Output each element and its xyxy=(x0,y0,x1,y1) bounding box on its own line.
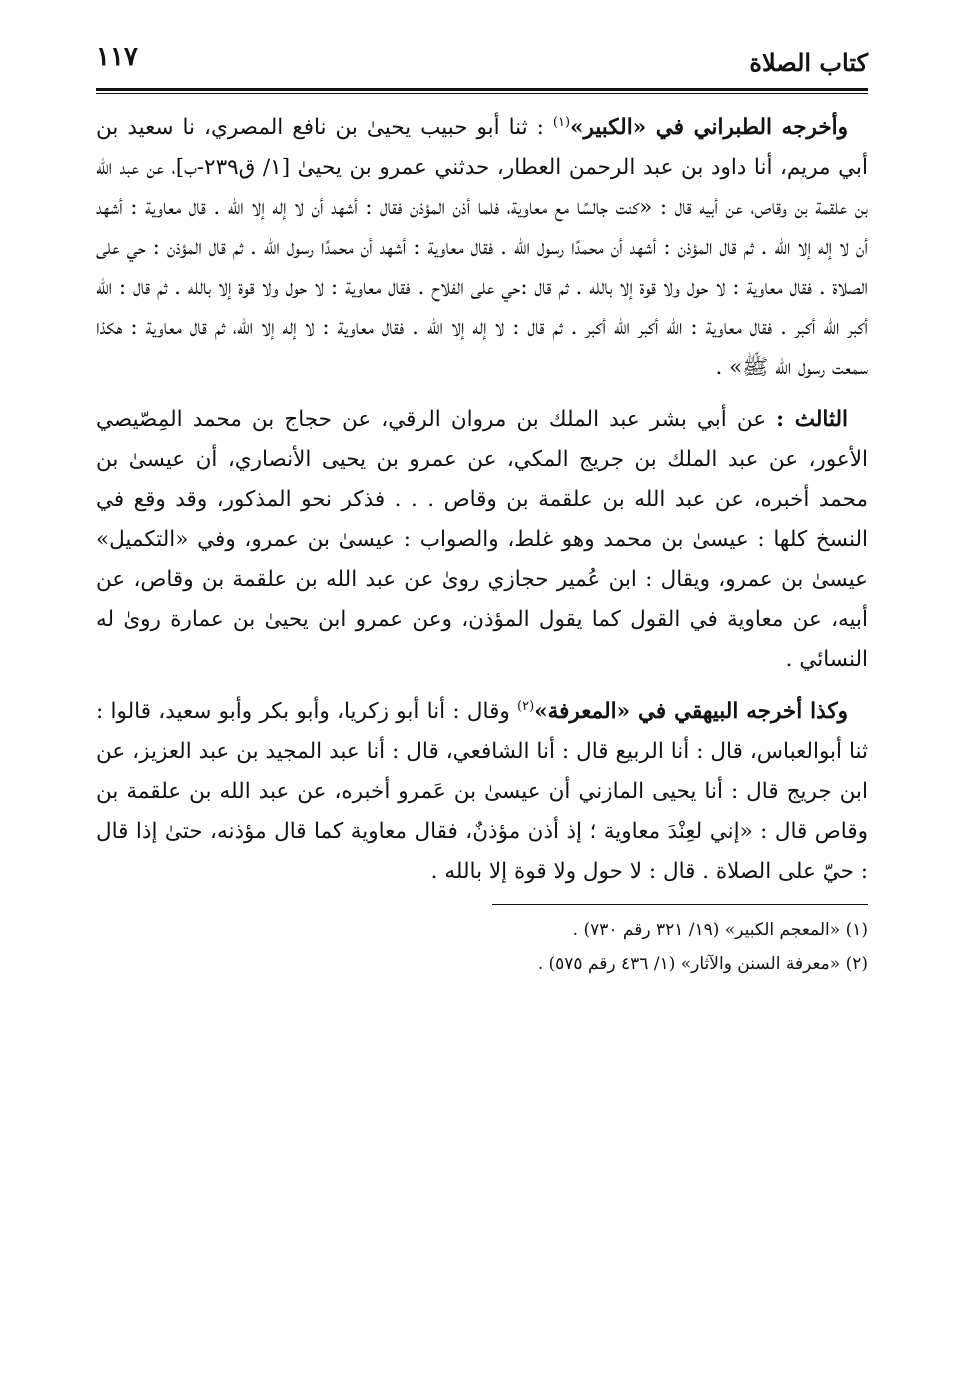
paragraph-lead: الثالث : xyxy=(776,407,848,432)
page-number: ١١٧ xyxy=(96,42,138,72)
paragraph xyxy=(96,400,868,680)
book-title: كتاب الصلاة xyxy=(749,48,868,77)
paragraph-lead: وكذا أخرجه البيهقي في «المعرفة» xyxy=(534,699,848,724)
footnote-ref: (٢) xyxy=(517,698,535,714)
paragraph-text: وقال : أنا أبو زكريا، وأبو بكر وأبو سعيد، قالوا : ثنا أبوالعباس، قال : أنا الربيع قال : أنا الشافعي، قال : أنا عبد المجيد بن عبد العزيز، عن ابن جريج قال : أنا يحيى المازني أن عيسىٰ بن عَمرو أخبره، عن عبد الله بن علقمة بن وقاص قال : «إني لعِنْدَ معاوية ؛ إذ أذن مؤذنٌ، فقال معاوية كما قال مؤذنه، حتىٰ إذا قال : حيّ على الصلاة . قال : لا حول ولا قوة إلا بالله . xyxy=(96,699,868,884)
footnote-separator xyxy=(492,904,868,905)
paragraph xyxy=(96,108,868,388)
book-page xyxy=(96,36,868,981)
paragraph-text: عن أبي بشر عبد الملك بن مروان الرقي، عن حجاج بن محمد المِصّيصي الأعور، عن عبد الملك بن جريج المكي، عن عمرو بن يحيى الأنصاري، أن عيسىٰ بن محمد أخبره، عن عبد الله بن علقمة بن وقاص . . . فذكر نحو المذكور، وقد وقع في النسخ كلها : عيسىٰ بن محمد وهو غلط، والصواب : عيسىٰ بن عمرو، وفي «التكميل» عيسىٰ بن عمرو، ويقال : ابن عُمير حجازي روىٰ عن عبد الله بن علقمة بن وقاص، عن أبيه، عن معاوية في القول كما يقول المؤذن، وعن عمرو ابن يحيىٰ بن عمارة روىٰ له النسائي . xyxy=(96,407,868,672)
header-rule xyxy=(96,88,868,94)
main-text xyxy=(96,108,868,892)
paragraph xyxy=(96,692,868,892)
paragraph-lead: وأخرجه الطبراني في «الكبير» xyxy=(570,115,848,140)
paragraph-text: : ثنا أبو حبيب يحيىٰ بن نافع المصري، نا سعيد بن أبي مريم، أنا داود بن عبد الرحمن العطار، حدثني عمرو بن يحيىٰ [١/ ق٢٣٩-ب]، عن عبد الله بن علقمة بن وقاص، عن أبيه قال : «كنت جالسًا مع معاوية، فلما أذن المؤذن فقال : أشهد أن لا إله إلا الله . قال معاوية : أشهد أن لا إله إلا الله . ثم قال المؤذن : أشهد أن محمدًا رسول الله . فقال معاوية : أشهد أن محمدًا رسول الله . ثم قال المؤذن : حي على الصلاة . فقال معاوية : لا حول ولا قوة إلا بالله . ثم قال :حي على الفلاح . فقال معاوية : لا حول ولا قوة إلا بالله . ثم قال : الله أكبر الله أكبر . فقال معاوية : الله أكبر الله أكبر . ثم قال : لا إله إلا الله . فقال معاوية : لا إله إلا الله، ثم قال معاوية : هكذا سمعت رسول الله ﷺ» . xyxy=(96,115,868,380)
footnotes xyxy=(96,913,868,981)
page-header xyxy=(96,36,868,86)
footnote: (١) «المعجم الكبير» (١٩/ ٣٢١ رقم ٧٣٠) . xyxy=(572,920,868,940)
footnote: (٢) «معرفة السنن والآثار» (١/ ٤٣٦ رقم ٥٧٥) . xyxy=(537,954,868,974)
footnote-ref: (١) xyxy=(552,114,571,130)
